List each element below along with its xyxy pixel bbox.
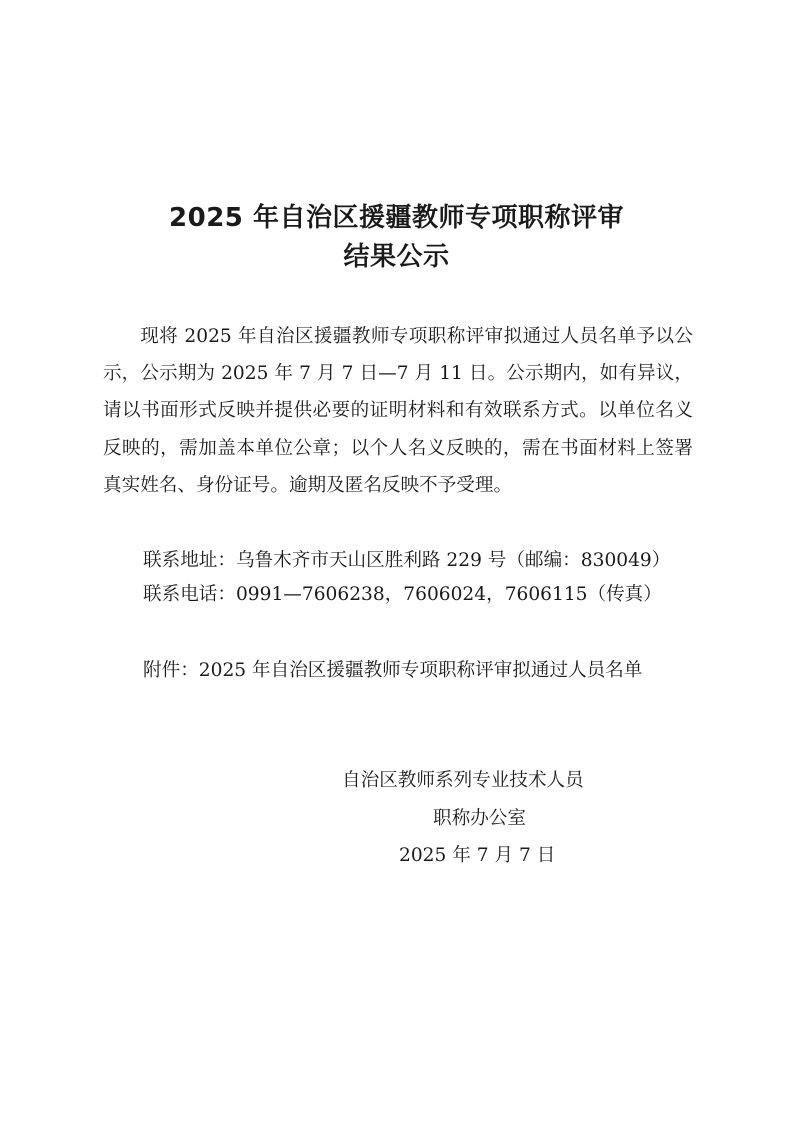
announcement-body: 现将 2025 年自治区援疆教师专项职称评审拟通过人员名单予以公示，公示期为 2025 年 7 月 7 日—7 月 11 日。公示期内，如有异议，请以书面形式反映并提供必要的证明材料和有效联系方式。以单位名义反映的，需加盖本单位公章；以个人名义反映的，需在书面材料上签署真实姓名、身份证号。逾期及匿名反映不予受理。 bbox=[103, 326, 693, 496]
signature-org-line-2: 职称办公室 bbox=[433, 808, 526, 829]
document-title-line-2: 结果公示 bbox=[343, 242, 450, 272]
signature-date: 2025 年 7 月 7 日 bbox=[399, 845, 556, 866]
contact-phone: 联系电话：0991—7606238，7606024，7606115（传真） bbox=[143, 584, 662, 605]
attachment-note: 附件：2025 年自治区援疆教师专项职称评审拟通过人员名单 bbox=[143, 660, 643, 681]
document-title-line-1: 2025 年自治区援疆教师专项职称评审 bbox=[169, 203, 624, 233]
signature-org-line-1: 自治区教师系列专业技术人员 bbox=[342, 770, 584, 791]
contact-address: 联系地址：乌鲁木齐市天山区胜利路 229 号（邮编：830049） bbox=[143, 550, 671, 571]
